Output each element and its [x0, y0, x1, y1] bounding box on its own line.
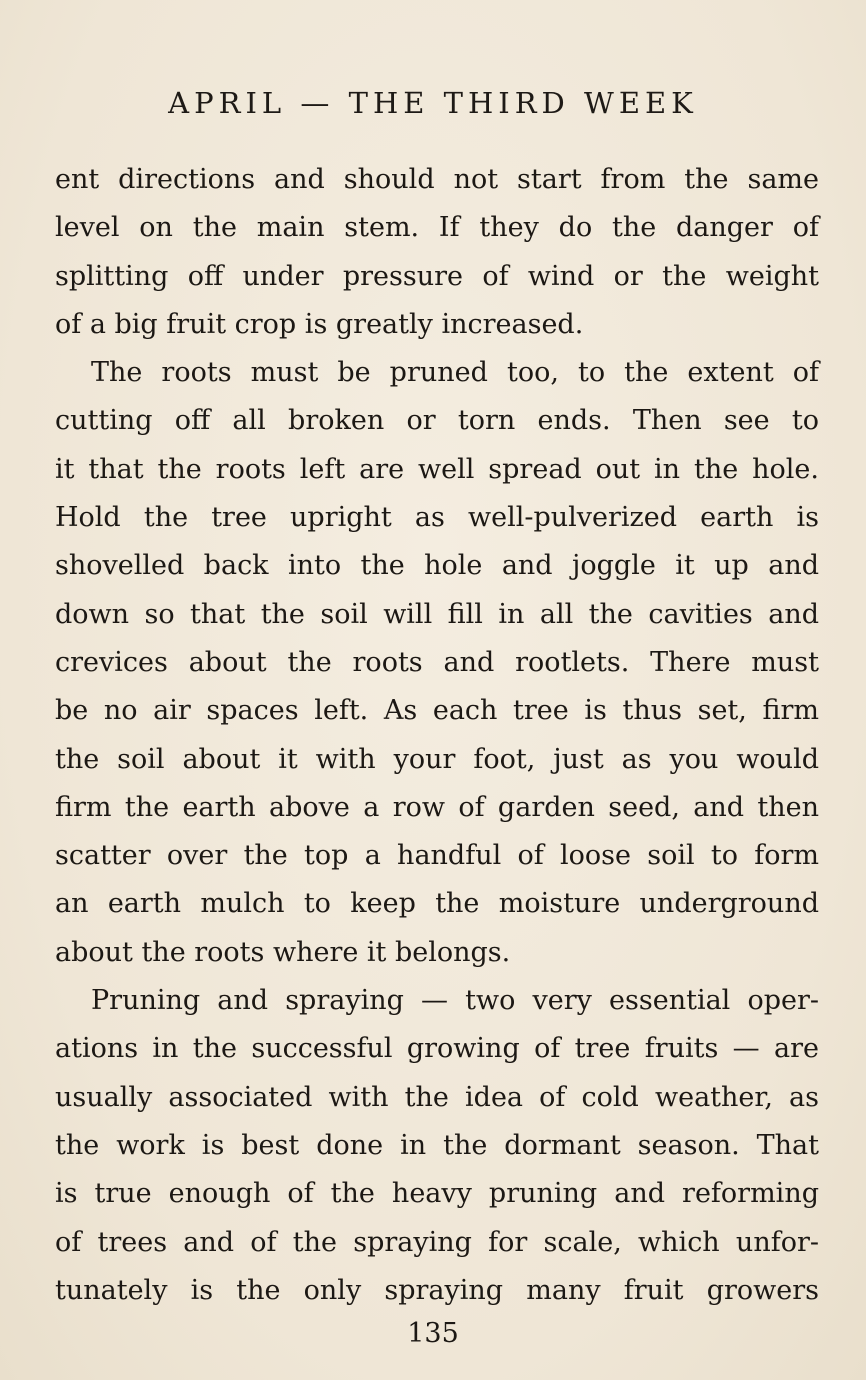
text-line: crevices about the roots and rootlets. There must — [55, 646, 819, 678]
text-line: scatter over the top a handful of loose soil to form — [55, 840, 819, 872]
text-line: the soil about it with your foot, just as you would — [55, 743, 819, 775]
text-line: Pruning and spraying — two very essential oper- — [91, 985, 819, 1017]
text-line: usually associated with the idea of cold weather, as — [55, 1081, 819, 1113]
text-line: is true enough of the heavy pruning and reforming — [55, 1178, 819, 1210]
text-line: it that the roots left are well spread out in the hole. — [55, 453, 819, 485]
text-line: The roots must be pruned too, to the extent of — [91, 357, 819, 389]
text-line: Hold the tree upright as well-pulverized earth is — [55, 502, 819, 534]
text-line: shovelled back into the hole and joggle it up and — [55, 550, 819, 582]
text-line: an earth mulch to keep the moisture underground — [55, 888, 819, 920]
text-line: of a big fruit crop is greatly increased. — [55, 308, 584, 340]
text-line: ations in the successful growing of tree fruits — are — [55, 1033, 819, 1065]
text-line: about the roots where it belongs. — [55, 936, 511, 968]
text-line: level on the main stem. If they do the danger of — [55, 212, 819, 244]
text-line: down so that the soil will fill in all the cavities and — [55, 598, 819, 630]
text-line: cutting off all broken or torn ends. Then see to — [55, 405, 819, 437]
page-number: 135 — [407, 1318, 459, 1349]
running-head: APRIL — THE THIRD WEEK — [168, 86, 698, 120]
text-line: splitting off under pressure of wind or the weight — [55, 260, 819, 292]
text-line: be no air spaces left. As each tree is thus set, firm — [55, 695, 819, 727]
text-line: the work is best done in the dormant season. That — [55, 1129, 819, 1161]
text-line: ent directions and should not start from the same — [55, 164, 819, 195]
body-text — [55, 156, 819, 1315]
text-line: of trees and of the spraying for scale, which unfor- — [55, 1226, 819, 1258]
text-line: tunately is the only spraying many fruit growers — [55, 1274, 819, 1306]
text-line: firm the earth above a row of garden seed, and then — [55, 791, 819, 823]
